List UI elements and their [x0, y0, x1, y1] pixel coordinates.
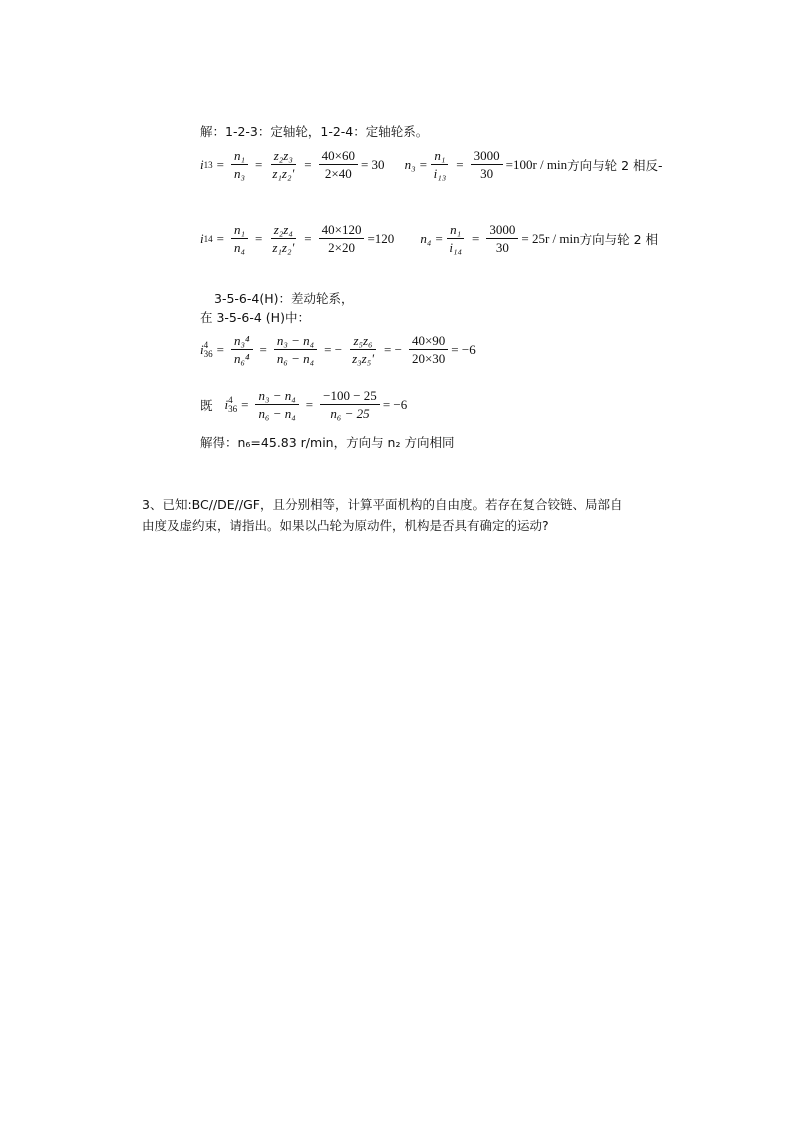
equation-i13: i 13 = $\frac{\text{n₁}}{\text{n₃}}$ = $\frac{\text{z₂z₃}}{\text{z₁z₂'}}$ = $\frac{40\times 60}{2\times 40}$ = 30 n₃ = $\frac{\text{n₁}}{\text{i₁₃}}$ = $\frac{3000}{30}$ =100r / min 方向与轮 2 相反-	[200, 148, 663, 181]
eq2-rhs-note: 方向与轮 2 相	[579, 231, 659, 247]
eq4-frac1: $\frac{\text{n₃ − n₄}}{\text{n₆ − n₄}}$	[255, 388, 298, 421]
eq2-frac2: $\frac{\text{z₂z₄}}{\text{z₁z₂'}}$	[272, 222, 295, 255]
eq4-lhs-sup: 4	[228, 394, 233, 405]
eq1-lhs-sub: 13	[203, 159, 213, 170]
eq2-rhs-result: = 25r / min	[521, 230, 580, 246]
eq2-frac1: $\frac{\text{n₁}}{\text{n₄}}$	[231, 222, 248, 255]
question-3-line-2: 由度及虚约束，请指出。如果以凸轮为原动件，机构是否具有确定的运动?	[142, 518, 549, 533]
eq3-result: = −6	[451, 341, 476, 357]
eq1-rhs-frac2: $\frac{3000}{30}$	[471, 148, 503, 181]
eq4-result: = −6	[382, 396, 408, 412]
differential-train-heading: 3-5-6-4(H)：差动轮系，	[214, 291, 354, 306]
eq3-frac4: $\frac{40\times 90}{20\times 30}$	[409, 333, 448, 366]
equation-i14: i 14 = $\frac{\text{n₁}}{\text{n₄}}$ = $\frac{\text{z₂z₄}}{\text{z₁z₂'}}$ = $\frac{40\times 120}{2\times 20}$ =120 n₄ = $\frac{\text{n₁}}{\text{i₁₄}}$ = $\frac{3000}{30}$ = 25r / min 方向与轮 2 相	[200, 222, 659, 255]
eq1-frac3: $\frac{40\times 60}{2\times 40}$	[319, 148, 358, 181]
eq4-frac2: $\frac{-100 - 25}{\text{n₆ − 25}}$	[320, 388, 380, 421]
equation-i36-substituted: 既 i 4 36 = $\frac{\text{n₃ − n₄}}{\text{n₆ − n₄}}$ = $\frac{-100 - 25}{\text{n₆ − 25}}$ = −6	[200, 388, 408, 421]
eq1-rhs-note: 方向与轮 2 相反-	[567, 157, 663, 173]
eq1-lhs: i	[200, 156, 204, 172]
eq3-frac1: $\frac{\text{n₃⁴}}{\text{n₆⁴}}$	[231, 333, 253, 366]
eq1-rhs-frac1: $\frac{\text{n₁}}{\text{i₁₃}}$	[431, 148, 450, 181]
eq1-frac2: $\frac{\text{z₂z₃}}{\text{z₁z₂'}}$	[272, 148, 295, 181]
eq2-rhs-frac2: $\frac{3000}{30}$	[486, 222, 518, 255]
eq3-frac2: $\frac{\text{n₃ − n₄}}{\text{n₆ − n₄}}$	[274, 333, 317, 366]
eq2-lhs: i	[200, 230, 204, 246]
equation-i36-h: i 4 36 = $\frac{\text{n₃⁴}}{\text{n₆⁴}}$ = $\frac{\text{n₃ − n₄}}{\text{n₆ − n₄}}$ = − $\frac{\text{z₅z₆}}{\text{z₃z₅'}}$ = − $\frac{40\times 90}{20\times 30}$ = −6	[200, 333, 476, 366]
solution-answer: 解得：n₆=45.83 r/min，方向与 n₂ 方向相同	[200, 435, 455, 450]
eq1-frac1: $\frac{\text{n₁}}{\text{n₃}}$	[231, 148, 248, 181]
eq2-result: =120	[367, 230, 395, 246]
eq1-result: = 30	[360, 156, 385, 172]
eq4-lhs: i	[224, 396, 229, 412]
question-3-line-1: 3、已知:BC//DE//GF，且分别相等，计算平面机构的自由度。若存在复合铰链、局部自	[142, 497, 623, 512]
eq2-lhs-sub: 14	[203, 233, 213, 244]
eq4-lhs-sub: 36	[228, 403, 238, 414]
differential-train-subheading: 在 3-5-6-4 (H)中：	[200, 310, 310, 325]
eq2-frac3: $\frac{40\times 120}{2\times 20}$	[319, 222, 365, 255]
eq2-rhs-lhs: n₄ =	[420, 230, 444, 246]
eq3-lhs-sup: 4	[203, 339, 209, 350]
eq3-neg1: = −	[324, 341, 343, 357]
eq2-rhs-frac1: $\frac{\text{n₁}}{\text{i₁₄}}$	[446, 222, 465, 255]
eq4-prefix: 既	[200, 397, 213, 413]
eq1-rhs-lhs: n₃ =	[404, 156, 428, 172]
eq3-lhs: i	[200, 341, 204, 357]
eq3-frac3: $\frac{\text{z₅z₆}}{\text{z₃z₅'}}$	[352, 333, 375, 366]
solution-intro: 解：1-2-3：定轴轮，1-2-4：定轴轮系。	[200, 124, 429, 139]
eq3-neg2: = −	[384, 341, 402, 357]
eq1-rhs-result: =100r / min	[505, 156, 568, 172]
eq3-lhs-sub: 36	[203, 348, 213, 359]
